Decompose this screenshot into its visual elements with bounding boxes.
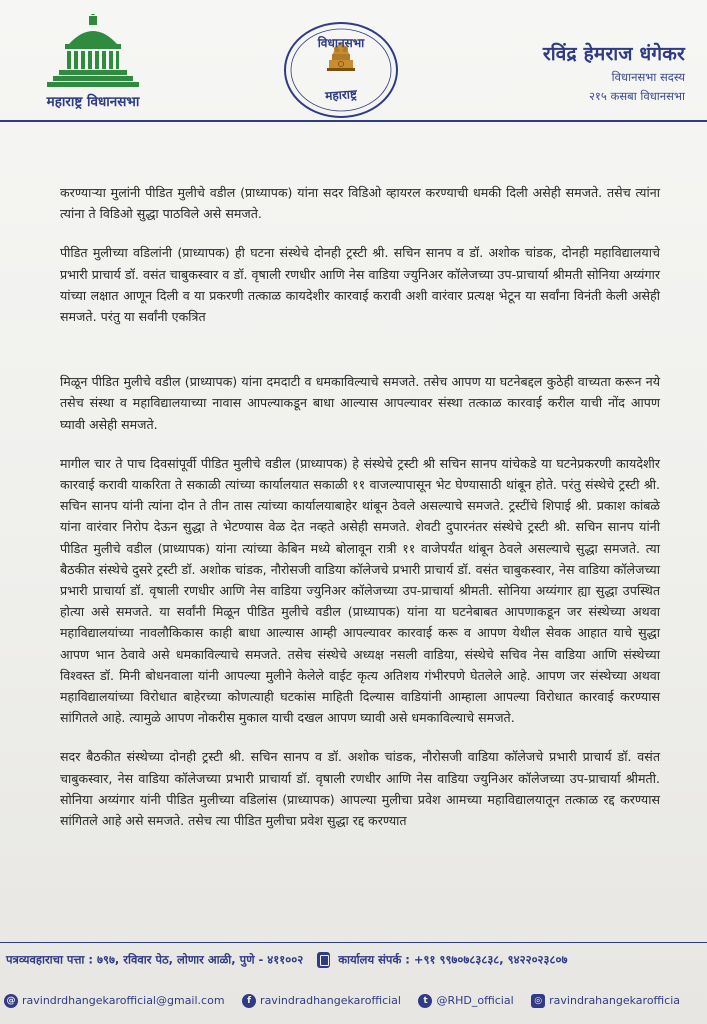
gmail-text: ravindrdhangekarofficial@gmail.com [22,994,225,1007]
mla-constituency: २१५ कसबा विधानसभा [588,89,685,103]
vidhansabha-seal [282,20,400,120]
seal-top-text: विधानसभा [317,36,365,50]
facebook-link[interactable] [242,994,401,1008]
footer-divider [0,942,707,943]
header-divider [0,120,707,122]
twitter-icon: t [418,994,432,1008]
letter-body [60,182,660,849]
instagram-text: ravindrahangekarofficia [549,994,681,1007]
instagram-link[interactable] [531,994,680,1008]
phone-icon [317,952,330,968]
paragraph-1: करण्याऱ्या मुलांनी पीडित मुलीचे वडील (प्राध्यापक) यांना सदर विडिओ व्हायरल करण्याची धमकी दिली असेही समजते. तसेच त्यांना त्यांना ते विडिओ सुद्धा पाठविले असे समजते. [60,185,660,222]
paragraph-5: सदर बैठकीत संस्थेच्या दोनही ट्रस्टी श्री. सचिन सानप व डॉ. अशोक चांडक, नौरोसजी वाडिया कॉलेजचे प्रभारी प्राचार्य डॉ. वसंत चाबुकस्वार, नेस वाडिया कॉलेजच्या प्रभारी प्राचार्या डॉ. वृषाली रणधीर आणि नेस वाडिया ज्युनिअर कॉलेजच्या उप-प्राचार्या श्रीमती. सोनिया अय्यंगार यांनी पीडित मुलीच्या वडिलांस (प्राध्यापक) आपल्या मुलीचा प्रवेश आमच्या महाविद्यालयातून तत्काळ रद्द करण्यास सांगितले आहे असे समजते. तसेच त्या पीडित मुलीचा प्रवेश सुद्धा रद्द करण्यात [60,749,660,829]
paragraph-3: मिळून पीडित मुलीचे वडील (प्राध्यापक) यांना दमदाटी व धमकाविल्याचे समजते. तसेच आपण या घटनेबद्दल कुठेही वाच्यता करून नये तसेच संस्था व महाविद्यालयाच्या नावास आपल्याकडून बाधा आल्यास आपल्यावर संस्था तत्काळ कारवाई करील याची नोंद आपण घ्यावी असेही समजते. [60,374,660,432]
facebook-icon: f [242,994,256,1008]
facebook-text: ravindradhangekarofficial [260,994,401,1007]
mla-name: रविंद्र हेमराज धंगेकर [542,43,685,65]
paragraph-4: मागील चार ते पाच दिवसांपूर्वी पीडित मुलीचे वडील (प्राध्यापक) हे संस्थेचे ट्रस्टी श्री सचिन सानप यांचेकडे या घटनेप्रकरणी कायदेशीर कारवाई करावी याकरिता ते सकाळी त्यांच्या कार्यालयात सकाळी ११ वाजल्यापासून भेट घेण्यासाठी थांबून होते. परंतु संस्थेचे ट्रस्टी श्री. सचिन सानप यांनी त्यांना दोन ते तीन तास त्यांच्या कार्यालयाबाहेर थांबून ठेवले असल्याचे समजते. ट्रस्टींचे शिपाई श्री. प्रकाश कांबळे यांना वारंवार निरोप देऊन सुद्धा ते भेटण्यास वेळ देत नव्हते असेही समजते. शेवटी दुपारनंतर संस्थेचे ट्रस्टी श्री. सचिन सानप यांनी पीडित मुलीचे वडील (प्राध्यापक) यांना त्यांच्या केबिन मध्ये बोलावून रात्री ११ वाजेपर्यंत थांबून ठेवले असल्याचे सुद्धा समजते. त्या बैठकीत संस्थेचे दुसरे ट्रस्टी डॉ. अशोक चांडक, नौरोसजी वाडिया कॉलेजचे प्रभारी प्राचार्य डॉ. वसंत चाबुकस्वार, नेस वाडिया कॉलेजच्या प्रभारी प्राचार्या डॉ. वृषाली रणधीर आणि नेस वाडिया ज्युनिअर कॉलेजच्या उप-प्राचार्या श्रीमती. सोनिया अय्यंगार ह्या सुद्धा उपस्थित होत्या असे समजते. या सर्वांनी मिळून पीडित मुलीचे वडील (प्राध्यापक) यांना या घटनेबाबत आपणाकडून जर संस्थेच्या अथवा महाविद्यालयांच्या नावलौकिकास काही बाधा आल्यास आम्ही आपल्यावर कारवाई करू व आपण येथील सेवक आहात याचे सुद्धा आपण भान ठेवावे असे धमकाविल्याचे समजते. तसेच संस्थेचे अध्यक्ष नसली वाडिया, संस्थेचे सचिव नेस वाडिया आणि संस्थेच्या विश्वस्त डॉ. मिनी बोधनवाला यांनी आपल्या मुलीने केलेले वाईट कृत्य अतिशय गंभीरपणे घेतलेले आहे. आपण जर संस्थेच्या अथवा महाविद्यालयांच्या विरोधात बाहेरच्या कोणत्याही घटकांस माहिती दिल्यास वाडियांनी आम्हाला आपल्या विरोधात कारवाई करण्यास सांगितले आहे. त्यामुळे आपण नोकरीस मुकाल याची दखल आपण घ्यावी असे धमकाविल्याचे समजते. [60,455,660,726]
twitter-link[interactable] [418,994,513,1008]
logo-caption: महाराष्ट्र विधानसभा [46,94,140,110]
vidhan-bhavan-emblem-icon [45,14,141,90]
mla-title: विधानसभा सदस्य [611,70,685,84]
gmail-link[interactable] [4,994,225,1008]
paragraph-2: पीडित मुलीच्या वडिलांनी (प्राध्यापक) ही घटना संस्थेचे दोनही ट्रस्टी श्री. सचिन सानप व डॉ. अशोक चांडक, दोनही महाविद्यालयाचे प्रभारी प्राचार्य डॉ. वसंत चाबुकस्वार व डॉ. वृषाली रणधीर आणि नेस वाडिया ज्युनिअर कॉलेजच्या उप-प्राचार्या श्रीमती सोनिया अय्यंगार यांच्या लक्षात आणून दिली व या प्रकरणी तत्काळ कायदेशीर कारवाई करावी अशी वारंवार प्रत्यक्ष भेटून या सर्वांना विनंती केली असेही समजते. परंतु या सर्वांनी एकत्रित [60,245,660,325]
instagram-icon: ◎ [531,994,545,1008]
postal-address: पत्रव्यवहाराचा पत्ता : ७९७, रविवार पेठ, लोणार आळी, पुणे - ४११००२ [6,952,304,967]
mail-icon: @ [4,994,18,1008]
footer-address-line [6,952,706,968]
twitter-text: @RHD_official [436,994,514,1007]
mla-details [543,40,685,104]
office-contact: कार्यालय संपर्क : +९१ ९९७०७८३८३८, ९४२२०२३८०७ [338,952,568,967]
social-links [4,994,707,1008]
vidhansabha-logo [28,14,158,110]
seal-bottom-text: महाराष्ट्र [324,86,358,104]
